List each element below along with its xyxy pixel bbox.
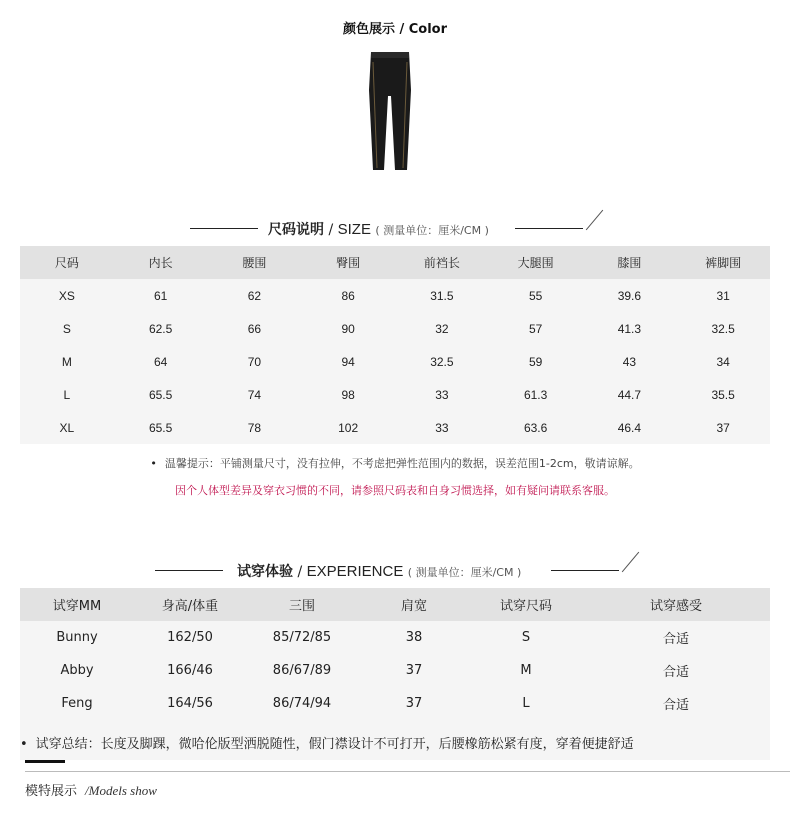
- size-section-title: 尺码说明 / SIZE ( 测量单位：厘米/CM ): [268, 221, 489, 238]
- size-header-cell: 尺码: [20, 246, 114, 279]
- size-title-cn: 尺码说明: [268, 222, 324, 238]
- experience-cell: Abby: [60, 663, 94, 678]
- size-cell: 78: [247, 420, 262, 435]
- experience-cell: 合适: [662, 665, 689, 680]
- size-cell: 62: [247, 288, 262, 303]
- experience-cell: 38: [405, 630, 423, 645]
- experience-header-cell: 三围: [246, 588, 358, 621]
- size-cell: 44.7: [617, 387, 642, 402]
- header-line-left: [190, 228, 258, 229]
- experience-header-cell: 身高/体重: [134, 588, 246, 621]
- experience-title-cn: 试穿体验: [237, 564, 293, 580]
- size-cell: 35.5: [711, 387, 735, 402]
- experience-header-row: [20, 588, 770, 621]
- size-cell: 55: [528, 288, 543, 303]
- size-title-en: SIZE: [337, 221, 371, 238]
- experience-table: [20, 588, 770, 720]
- header-slash: [586, 210, 603, 231]
- experience-cell: L: [522, 696, 530, 711]
- table-row: [20, 621, 770, 654]
- header-line-right: [551, 570, 619, 571]
- size-header-cell: 臀围: [301, 246, 395, 279]
- table-row: [20, 654, 770, 687]
- size-cell: 32.5: [430, 354, 454, 369]
- color-section-title: 颜色展示 / Color: [342, 22, 448, 37]
- size-unit: ( 测量单位：厘米/CM ): [375, 224, 489, 237]
- section-divider: [25, 771, 790, 772]
- table-row: [20, 279, 770, 312]
- experience-cell: Feng: [61, 696, 93, 711]
- experience-header-cell: 试穿感受: [582, 588, 770, 621]
- size-cell: 61.3: [523, 387, 548, 402]
- size-cell: 61: [153, 288, 168, 303]
- size-section-header: [0, 213, 790, 243]
- size-cell: 64: [153, 354, 168, 369]
- experience-section-header: [0, 555, 790, 585]
- size-header-cell: 内长: [114, 246, 208, 279]
- size-cell: 65.5: [148, 387, 173, 402]
- models-section-title: [25, 780, 157, 799]
- experience-cell: 164/56: [167, 696, 213, 711]
- size-cell: 37: [716, 420, 730, 435]
- size-cell: 31: [716, 288, 730, 303]
- experience-cell: 86/67/89: [272, 663, 332, 678]
- experience-cell: S: [521, 630, 531, 645]
- size-cell: 39.6: [617, 288, 642, 303]
- size-cell: 32.5: [711, 321, 735, 336]
- models-title-en: /Models show: [85, 783, 157, 798]
- experience-cell: 37: [405, 663, 423, 678]
- experience-cell: 合适: [662, 698, 689, 713]
- experience-cell: 合适: [662, 632, 689, 647]
- size-cell: 65.5: [148, 420, 173, 435]
- size-cell: 63.6: [523, 420, 548, 435]
- experience-unit: ( 测量单位：厘米/CM ): [407, 566, 522, 579]
- table-row: [20, 312, 770, 345]
- size-cell: 66: [247, 321, 262, 336]
- size-header-cell: 膝围: [583, 246, 677, 279]
- size-cell: 33: [435, 387, 449, 402]
- experience-cell: M: [520, 663, 532, 678]
- size-cell: 98: [341, 387, 355, 402]
- size-cell: 74: [247, 387, 262, 402]
- size-cell: XL: [59, 420, 75, 435]
- experience-header-cell: 肩宽: [358, 588, 470, 621]
- size-header-cell: 大腿围: [489, 246, 583, 279]
- experience-header-cell: 试穿尺码: [470, 588, 582, 621]
- models-accent-bar: [25, 760, 65, 763]
- size-header-cell: 裤脚围: [676, 246, 770, 279]
- experience-section-title: 试穿体验 / EXPERIENCE ( 测量单位：厘米/CM ): [237, 563, 522, 580]
- size-cell: 59: [528, 354, 543, 369]
- table-row: [20, 687, 770, 720]
- header-line-right: [515, 228, 583, 229]
- size-cell: 33: [435, 420, 449, 435]
- size-cell: M: [61, 354, 72, 369]
- size-cell: 62.5: [148, 321, 173, 336]
- size-table-header-row: [20, 246, 770, 279]
- models-title-cn: 模特展示: [25, 784, 78, 799]
- size-cell: XS: [58, 288, 75, 303]
- size-cell: S: [62, 321, 71, 336]
- size-cell: 32: [435, 321, 449, 336]
- experience-cell: 86/74/94: [272, 696, 332, 711]
- experience-cell: 162/50: [167, 630, 213, 645]
- size-cell: 86: [341, 288, 355, 303]
- size-table: [20, 246, 770, 444]
- experience-summary: • 试穿总结：长度及脚踝，微哈伦版型洒脱随性，假门襟设计不可打开，后腰橡筋松紧有度，穿着便捷舒适: [36, 733, 634, 752]
- size-cell: 94: [341, 354, 355, 369]
- size-cell: 41.3: [617, 321, 642, 336]
- size-header-cell: 前裆长: [395, 246, 489, 279]
- experience-cell: 37: [405, 696, 423, 711]
- experience-cell: Bunny: [56, 630, 98, 645]
- table-row: [20, 411, 770, 444]
- size-cell: 43: [622, 354, 637, 369]
- size-tip: • 温馨提示：平铺测量尺寸，没有拉伸，不考虑把弹性范围内的数据，误差范围1-2cm，敬请谅解。: [0, 455, 790, 471]
- experience-cell: 166/46: [167, 663, 213, 678]
- size-cell: 34: [716, 354, 730, 369]
- size-cell: 57: [528, 321, 543, 336]
- experience-cell: 85/72/85: [272, 630, 332, 645]
- pants-image: [365, 50, 415, 174]
- header-line-left: [155, 570, 223, 571]
- size-cell: L: [63, 387, 71, 402]
- table-row: [20, 378, 770, 411]
- table-row: [20, 345, 770, 378]
- size-cell: 102: [338, 420, 359, 435]
- header-slash: [622, 552, 639, 573]
- size-tip-red: 因个人体型差异及穿衣习惯的不同，请参照尺码表和自身习惯选择，如有疑问请联系客服。: [175, 484, 615, 497]
- experience-title-en: EXPERIENCE: [306, 563, 404, 580]
- size-cell: 46.4: [617, 420, 642, 435]
- size-header-cell: 腰围: [208, 246, 302, 279]
- size-cell: 90: [341, 321, 355, 336]
- experience-header-cell: 试穿MM: [20, 588, 134, 621]
- size-cell: 31.5: [430, 288, 454, 303]
- size-cell: 70: [247, 354, 262, 369]
